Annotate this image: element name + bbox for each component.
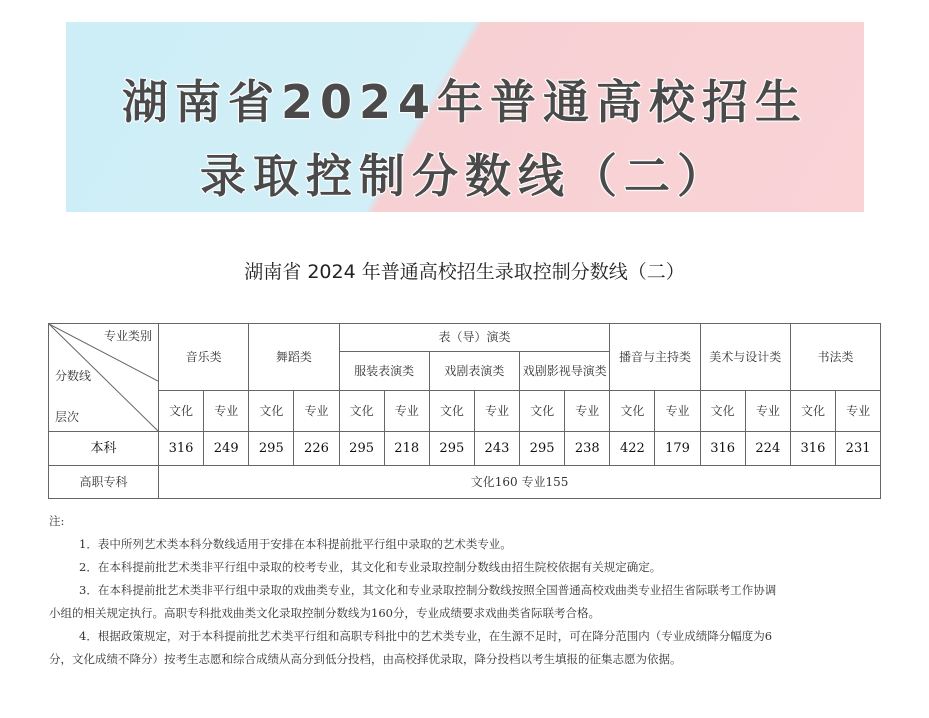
header-art-design: 美术与设计类 xyxy=(700,324,790,391)
score-cell: 316 xyxy=(790,432,835,466)
header-drama-performance: 戏剧表演类 xyxy=(429,352,519,391)
score-table xyxy=(48,323,881,499)
header-dance: 舞蹈类 xyxy=(249,324,339,391)
header-performance: 表（导）演类 xyxy=(339,324,610,352)
header-broadcast: 播音与主持类 xyxy=(610,324,700,391)
notes-section xyxy=(49,510,884,671)
score-cell: 249 xyxy=(204,432,249,466)
header-film-directing: 戏剧影视导演类 xyxy=(520,352,610,391)
subheader-major: 专业 xyxy=(384,391,429,432)
score-cell: 238 xyxy=(565,432,610,466)
subheader-major: 专业 xyxy=(204,391,249,432)
corner-label-level: 层次 xyxy=(55,410,80,424)
subheader-culture: 文化 xyxy=(610,391,655,432)
subheader-major: 专业 xyxy=(294,391,339,432)
corner-label-score: 分数线 xyxy=(55,369,92,383)
subheader-major: 专业 xyxy=(565,391,610,432)
note-4-line-2: 分，文化成绩不降分）按考生志愿和综合成绩从高分到低分投档，由高校择优录取，降分投档以考生填报的征集志愿为依据。 xyxy=(49,652,682,666)
notes-label: 注: xyxy=(49,514,65,528)
subheader-culture: 文化 xyxy=(790,391,835,432)
subheader-major: 专业 xyxy=(745,391,790,432)
header-music: 音乐类 xyxy=(159,324,249,391)
note-3-line-1: 3．在本科提前批艺术类非平行组中录取的戏曲类专业，其文化和专业录取控制分数线按照全国普通高校戏曲类专业招生省际联考工作协调 xyxy=(79,583,777,597)
table-row-undergrad xyxy=(49,432,881,466)
banner-title-line-2: 录取控制分数线（二） xyxy=(200,149,730,203)
subheader-culture: 文化 xyxy=(429,391,474,432)
table-corner-cell xyxy=(49,324,159,432)
title-banner xyxy=(66,22,864,212)
note-1: 1．表中所列艺术类本科分数线适用于安排在本科提前批平行组中录取的艺术类专业。 xyxy=(79,537,512,551)
subheader-culture: 文化 xyxy=(159,391,204,432)
score-cell: 179 xyxy=(655,432,700,466)
subheader-major: 专业 xyxy=(474,391,519,432)
score-cell: 226 xyxy=(294,432,339,466)
subheader-culture: 文化 xyxy=(700,391,745,432)
corner-label-major-category: 专业类别 xyxy=(103,329,152,343)
header-calligraphy: 书法类 xyxy=(790,324,880,391)
banner-title-line-1: 湖南省2024年普通高校招生 xyxy=(121,75,809,129)
score-cell: 316 xyxy=(700,432,745,466)
note-2: 2．在本科提前批艺术类非平行组中录取的校考专业，其文化和专业录取控制分数线由招生院校依据有关规定确定。 xyxy=(79,560,662,574)
vocational-score-cell: 文化160 专业155 xyxy=(159,466,881,499)
header-costume-performance: 服装表演类 xyxy=(339,352,429,391)
note-3-line-2: 小组的相关规定执行。高职专科批戏曲类文化录取控制分数线为160分，专业成绩要求戏曲类省际联考合格。 xyxy=(49,606,600,620)
score-cell: 295 xyxy=(249,432,294,466)
score-cell: 231 xyxy=(836,432,881,466)
subheader-culture: 文化 xyxy=(520,391,565,432)
table-row-vocational xyxy=(49,466,881,499)
score-cell: 224 xyxy=(745,432,790,466)
score-cell: 218 xyxy=(384,432,429,466)
document-title: 湖南省 2024 年普通高校招生录取控制分数线（二） xyxy=(244,261,685,283)
subheader-major: 专业 xyxy=(836,391,881,432)
subheader-major: 专业 xyxy=(655,391,700,432)
score-cell: 295 xyxy=(339,432,384,466)
row-label-vocational: 高职专科 xyxy=(49,466,159,499)
subheader-culture: 文化 xyxy=(249,391,294,432)
score-cell: 316 xyxy=(159,432,204,466)
score-cell: 422 xyxy=(610,432,655,466)
score-cell: 295 xyxy=(429,432,474,466)
note-4-line-1: 4．根据政策规定，对于本科提前批艺术类平行组和高职专科批中的艺术类专业，在生源不足时，可在降分范围内（专业成绩降分幅度为6 xyxy=(79,629,773,643)
score-cell: 295 xyxy=(520,432,565,466)
subheader-culture: 文化 xyxy=(339,391,384,432)
score-cell: 243 xyxy=(474,432,519,466)
row-label-undergrad: 本科 xyxy=(49,432,159,466)
